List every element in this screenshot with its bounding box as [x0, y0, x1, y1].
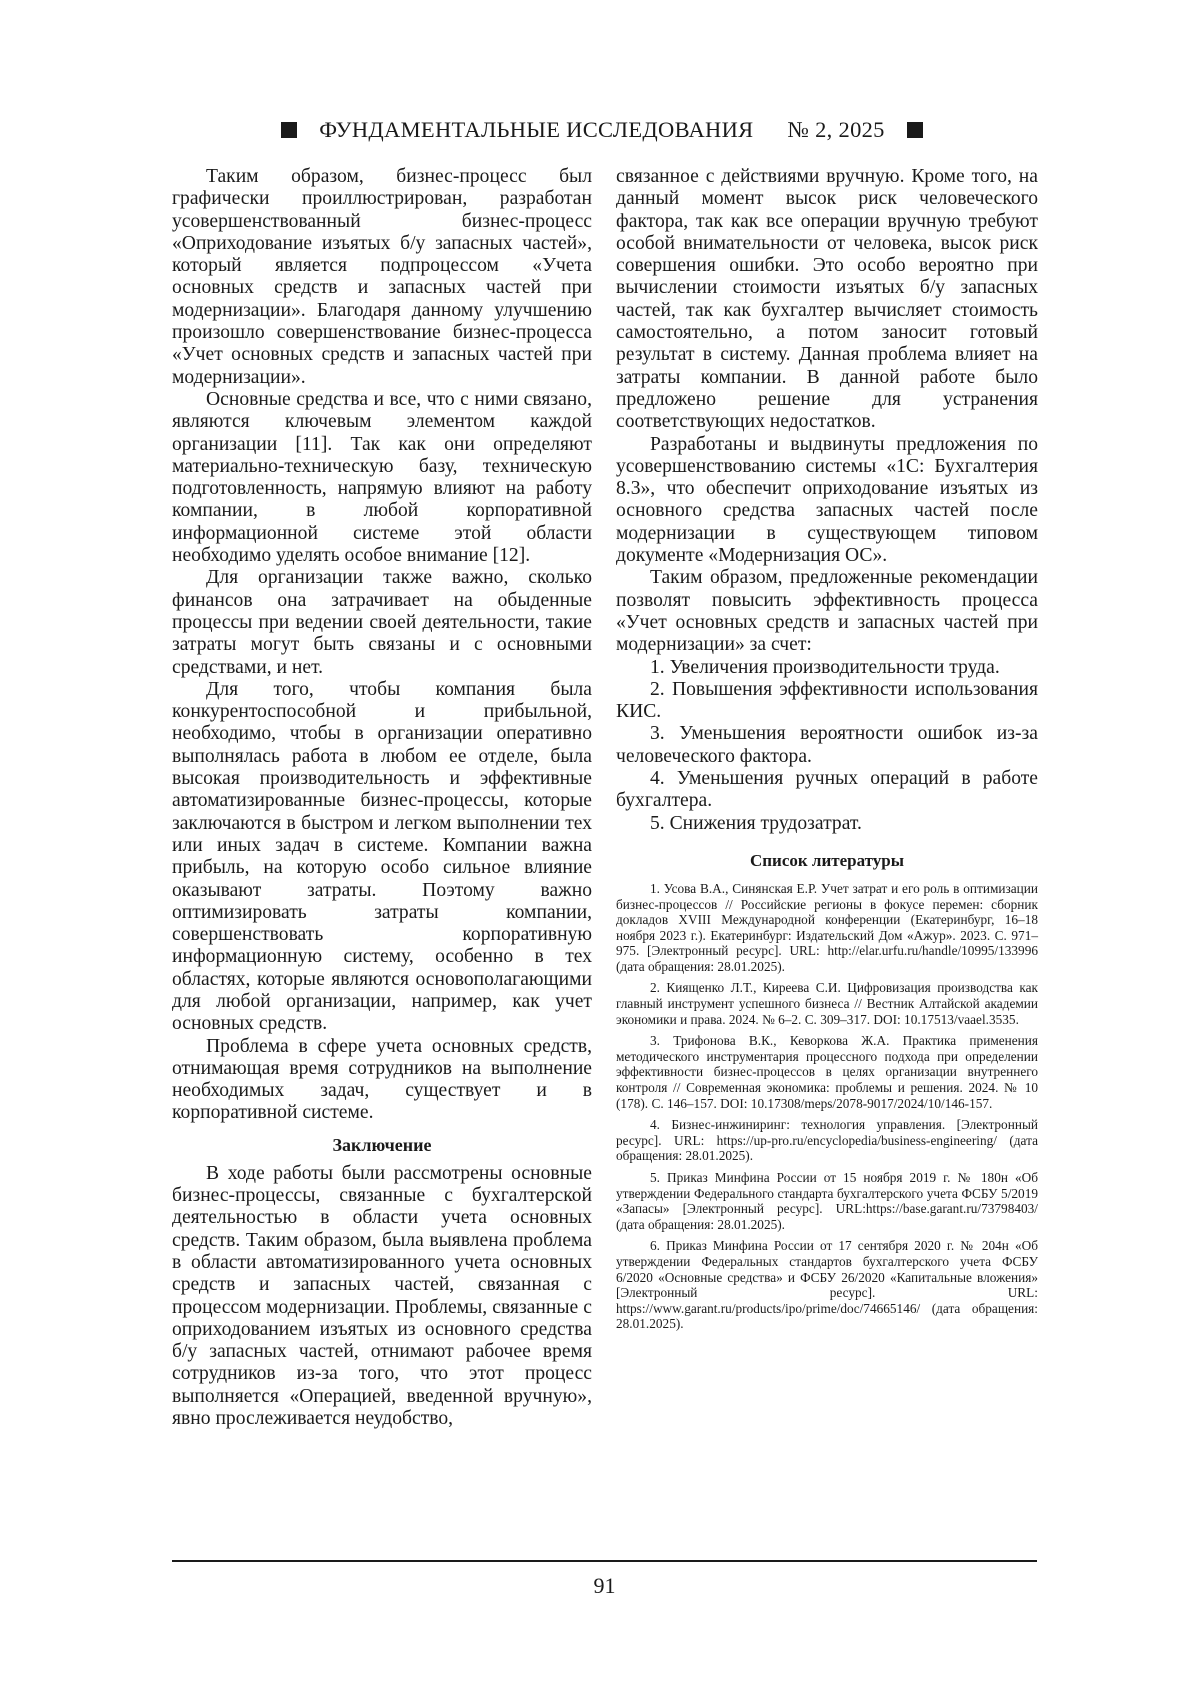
reference-item: 2. Киященко Л.Т., Киреева С.И. Цифровизация производства как главный инструмент успешного бизнеса // Вестник Алтайской академии экономики и права. 2024. № 6–2. С. 309–317. DOI: 10.17513/vaael.3535. [616, 980, 1038, 1027]
journal-title: ФУНДАМЕНТАЛЬНЫЕ ИССЛЕДОВАНИЯ [319, 117, 754, 142]
right-column [616, 166, 1038, 1338]
paragraph: Для организации также важно, сколько финансов она затрачивает на обыденные процессы при ведении своей деятельности, такие затраты могут быть связаны и с основными средствами, и нет. [172, 567, 592, 678]
header-square-left-icon [281, 122, 297, 138]
list-item: 2. Повышения эффективности использования КИС. [616, 678, 1038, 723]
list-item: 1. Увеличения производительности труда. [650, 656, 1000, 678]
paragraph: Таким образом, бизнес-процесс был графически проиллюстрирован, разработан усовершенствованный бизнес-процесс «Оприходование изъятых б/у запасных частей», который является подпроцессом «Учета основных средств и запасных частей при модернизации». Благодаря данному улучшению произошло совершенствование бизнес-процесса «Учет основных средств и запасных частей при модернизации». [172, 166, 592, 388]
paragraph: Разработаны и выдвинуты предложения по усовершенствованию системы «1С: Бухгалтерия 8.3», что обеспечит оприходование изъятых из основного средства запасных частей после модернизации в существующем типовом документе «Модернизация ОС». [616, 433, 1038, 567]
running-header [172, 113, 1032, 147]
paragraph: связанное с действиями вручную. Кроме того, на данный момент высок риск человеческого фактора, так как все операции вручную требуют особой внимательности от человека, высок риск совершения ошибки. Это особо вероятно при вычислении стоимости изъятых б/у запасных частей, так как бухгалтер вычисляет стоимость самостоятельно, а потом заносит готовый результат в систему. Данная проблема влияет на затраты компании. В данной работе было предложено решение для устранения соответствующих недостатков. [616, 166, 1038, 433]
left-column [172, 166, 592, 1430]
paragraph: Проблема в сфере учета основных средств, отнимающая время сотрудников на выполнение необходимых задач, существует и в корпоративной системе. [172, 1035, 592, 1124]
conclusion-heading: Заключение [332, 1134, 432, 1155]
list-item: 3. Уменьшения вероятности ошибок из-за человеческого фактора. [616, 723, 1038, 767]
list-item: 4. Уменьшения ручных операций в работе бухгалтера. [616, 768, 1038, 812]
footer-divider [172, 1560, 1037, 1562]
issue-number: № 2, 2025 [787, 117, 885, 142]
paragraph: Основные средства и все, что с ними связано, являются ключевым элементом каждой организации [11]. Так как они определяют материально-техническую базу, техническую подготовленность, напрямую влияют на работу компании, в любой корпоративной информационной системе этой области необходимо уделять особое внимание [12]. [172, 388, 592, 567]
reference-item: 5. Приказ Минфина России от 15 ноября 2019 г. № 180н «Об утверждении Федерального стандарта бухгалтерского учета ФСБУ 5/2019 «Запасы» [Электронный ресурс]. URL:https://base.garant.ru/73798403/ (дата обращения: 28.01.2025). [616, 1170, 1038, 1232]
reference-item: 6. Приказ Минфина России от 17 сентября 2020 г. № 204н «Об утверждении Федеральных стандартов бухгалтерского учета ФСБУ 6/2020 «Основные средства» и ФСБУ 26/2020 «Капитальные вложения» [Электронный ресурс]. URL: https://www.garant.ru/products/ipo/prime/doc/74665146/ (дата обращения: 28.01.2025). [616, 1238, 1038, 1332]
page-number: 91 [593, 1573, 616, 1598]
paragraph: Для того, чтобы компания была конкурентоспособной и прибыльной, необходимо, чтобы в организации оперативно выполнялась работа в любом ее отделе, была высокая производительность и эффективные автоматизированные бизнес-процессы, которые заключаются в быстром и легком выполнении тех или иных задач в системе. Компании важна прибыль, на которую особо сильное влияние оказывают затраты. Поэтому важно оптимизировать затраты компании, совершенствовать корпоративную информационную систему, особенно в тех областях, которые являются основополагающими для любой организации, например, как учет основных средств. [172, 678, 592, 1035]
list-item: 5. Снижения трудозатрат. [650, 812, 862, 834]
header-square-right-icon [907, 122, 923, 138]
reference-item: 3. Трифонова В.К., Кеворкова Ж.А. Практика применения методического инструментария процессного подхода при определении эффективности бизнес-процессов в целях организации внутреннего контроля // Современная экономика: проблемы и решения. 2024. № 10 (178). С. 146–157. DOI: 10.17308/meps/2078-9017/2024/10/146-157. [616, 1033, 1038, 1111]
reference-item: 1. Усова В.А., Синянская Е.Р. Учет затрат и его роль в оптимизации бизнес-процессов // Российские регионы в фокусе перемен: сборник докладов XVIII Международной конференции (Екатеринбург, 16–18 ноября 2023 г.). Екатеринбург: Издательский Дом «Ажур». 2023. С. 971–975. [Электронный ресурс]. URL: http://elar.urfu.ru/handle/10995/133996 (дата обращения: 28.01.2025). [616, 880, 1038, 974]
reference-item: 4. Бизнес-инжиниринг: технология управления. [Электронный ресурс]. URL: https://up-pro.ru/encyclopedia/business-engineering/ (дата обращения: 28.01.2025). [616, 1117, 1038, 1164]
paragraph: Таким образом, предложенные рекомендации позволят повысить эффективность процесса «Учет основных средств и запасных частей при модернизации» за счет: [616, 567, 1038, 656]
conclusion-paragraph: В ходе работы были рассмотрены основные бизнес-процессы, связанные с бухгалтерской деятельностью в области учета основных средств. Таким образом, была выявлена проблема в области автоматизированного учета основных средств и запасных частей, связанная с процессом модернизации. Проблемы, связанные с оприходованием изъятых из основного средства б/у запасных частей, отнимают рабочее время сотрудников из-за того, что этот процесс выполняется «Операцией, введенной вручную», явно прослеживается неудобство, [172, 1162, 592, 1430]
references-heading: Список литературы [749, 850, 905, 870]
